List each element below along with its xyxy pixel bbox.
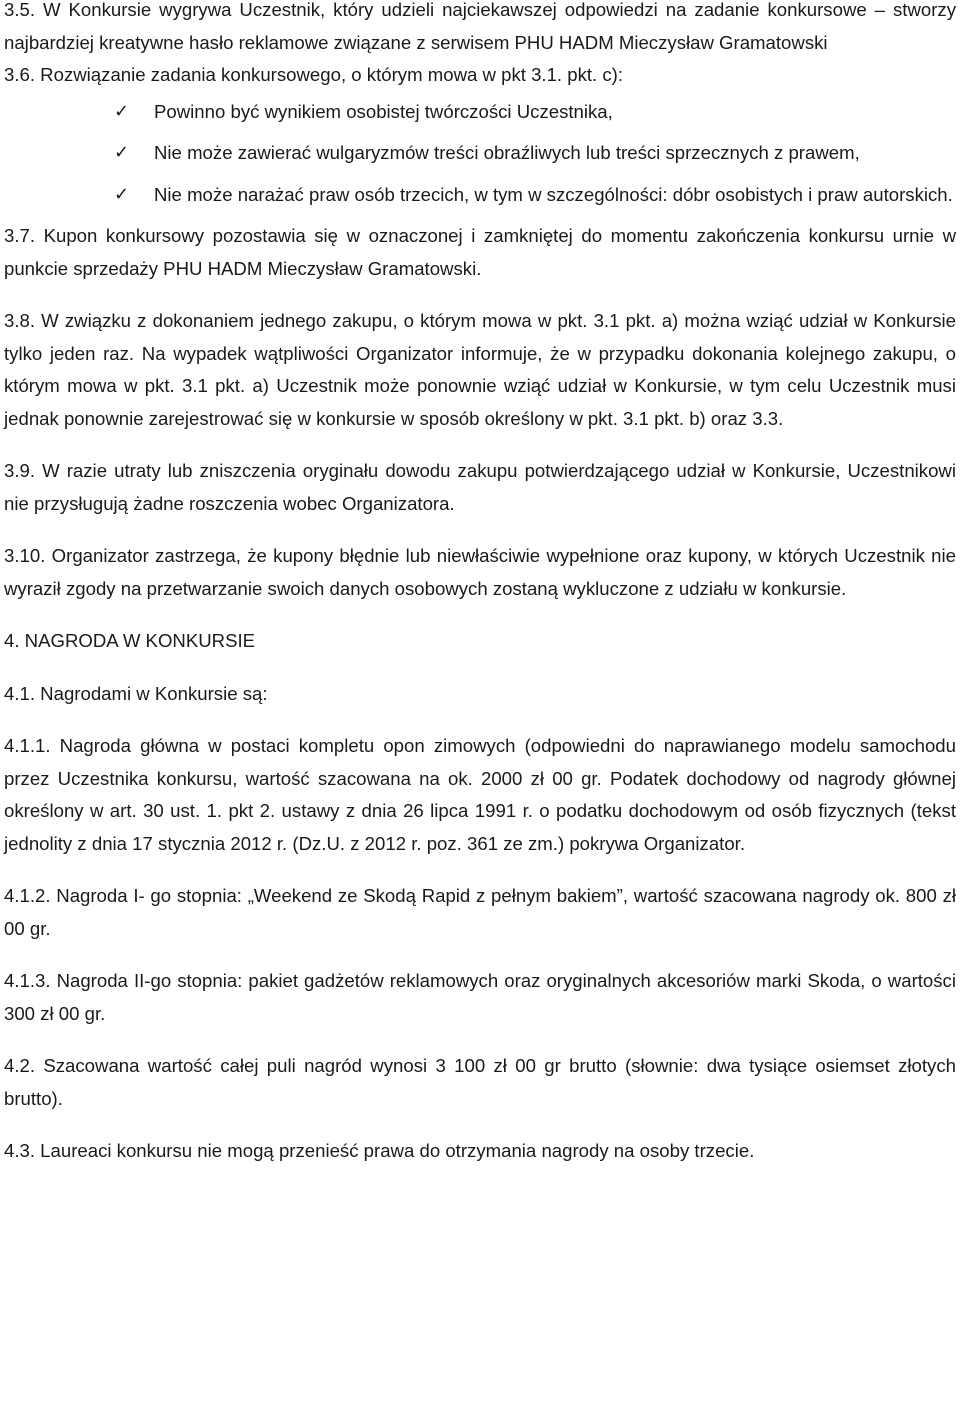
paragraph-3-5: 3.5. W Konkursie wygrywa Uczestnik, który udzieli najciekawszej odpowiedzi na zadanie konkursowe – stworzy najbardziej kreatywne hasło reklamowe związane z serwisem PHU HADM Mieczysław Gramatowski (4, 0, 956, 53)
section-4-heading: 4. NAGRODA W KONKURSIE (4, 630, 256, 651)
paragraph-3-6: 3.6. Rozwiązanie zadania konkursowego, o którym mowa w pkt 3.1. pkt. c): (4, 64, 624, 85)
paragraph-4-3: 4.3. Laureaci konkursu nie mogą przenieść prawa do otrzymania nagrody na osoby trzecie. (4, 1140, 755, 1161)
checkmark-icon: ✓ (114, 142, 130, 163)
paragraph-4-1-3: 4.1.3. Nagroda II-go stopnia: pakiet gadżetów reklamowych oraz oryginalnych akcesoriów marki Skoda, o wartości 300 zł 00 gr. (4, 970, 956, 1024)
paragraph-3-9: 3.9. W razie utraty lub zniszczenia oryginału dowodu zakupu potwierdzającego udział w Konkursie, Uczestnikowi nie przysługują żadne roszczenia wobec Organizatora. (4, 460, 956, 514)
paragraph-4-1-2: 4.1.2. Nagroda I- go stopnia: „Weekend ze Skodą Rapid z pełnym bakiem”, wartość szacowana nagrody ok. 800 zł 00 gr. (4, 885, 956, 939)
checkmark-icon: ✓ (114, 100, 130, 122)
paragraph-3-10: 3.10. Organizator zastrzega, że kupony błędnie lub niewłaściwie wypełnione oraz kupony, w których Uczestnik nie wyraził zgody na przetwarzanie swoich danych osobowych zostaną wykluczone z udziału w konkursie. (4, 545, 956, 599)
paragraph-3-8: 3.8. W związku z dokonaniem jednego zakupu, o którym mowa w pkt. 3.1 pkt. a) można wziąć udział w Konkursie tylko jeden raz. Na wypadek wątpliwości Organizator informuje, że w przypadku dokonania kolejnego zakupu, o którym mowa w pkt. 3.1 pkt. a) Uczestnik może ponownie wziąć udział w Konkursie, w tym celu Uczestnik musi jednak ponownie zarejestrować się w konkursie w sposób określony w pkt. 3.1 pkt. b) oraz 3.3. (4, 310, 956, 429)
list-item: ✓ Nie może narażać praw osób trzecich, w tym w szczególności: dóbr osobistych i praw autorskich. (114, 179, 956, 212)
paragraph-3-7: 3.7. Kupon konkursowy pozostawia się w oznaczonej i zamkniętej do momentu zakończenia konkursu urnie w punkcie sprzedaży PHU HADM Mieczysław Gramatowski. (4, 225, 956, 279)
checkmark-icon: ✓ (114, 183, 130, 205)
paragraph-4-1: 4.1. Nagrodami w Konkursie są: (4, 682, 268, 704)
list-item: ✓ Nie może zawierać wulgaryzmów treści obraźliwych lub treści sprzecznych z prawem, (114, 137, 956, 170)
list-item: ✓ Powinno być wynikiem osobistej twórczości Uczestnika, (114, 96, 956, 129)
paragraph-4-1-1: 4.1.1. Nagroda główna w postaci kompletu opon zimowych (odpowiedni do naprawianego modelu samochodu przez Uczestnika konkursu, wartość szacowana na ok. 2000 zł 00 gr. Podatek dochodowy od nagrody głównej określony w art. 30 ust. 1. pkt 2. ustawy z dnia 26 lipca 1991 r. o podatku dochodowym od osób fizycznych (tekst jednolity z dnia 17 stycznia 2012 r. (Dz.U. z 2012 r. poz. 361 ze zm.) pokrywa Organizator. (4, 735, 956, 854)
requirements-checklist (114, 96, 956, 212)
paragraph-4-2: 4.2. Szacowana wartość całej puli nagród wynosi 3 100 zł 00 gr brutto (słownie: dwa tysiące osiemset złotych brutto). (4, 1055, 956, 1109)
document-page (4, 0, 956, 1168)
